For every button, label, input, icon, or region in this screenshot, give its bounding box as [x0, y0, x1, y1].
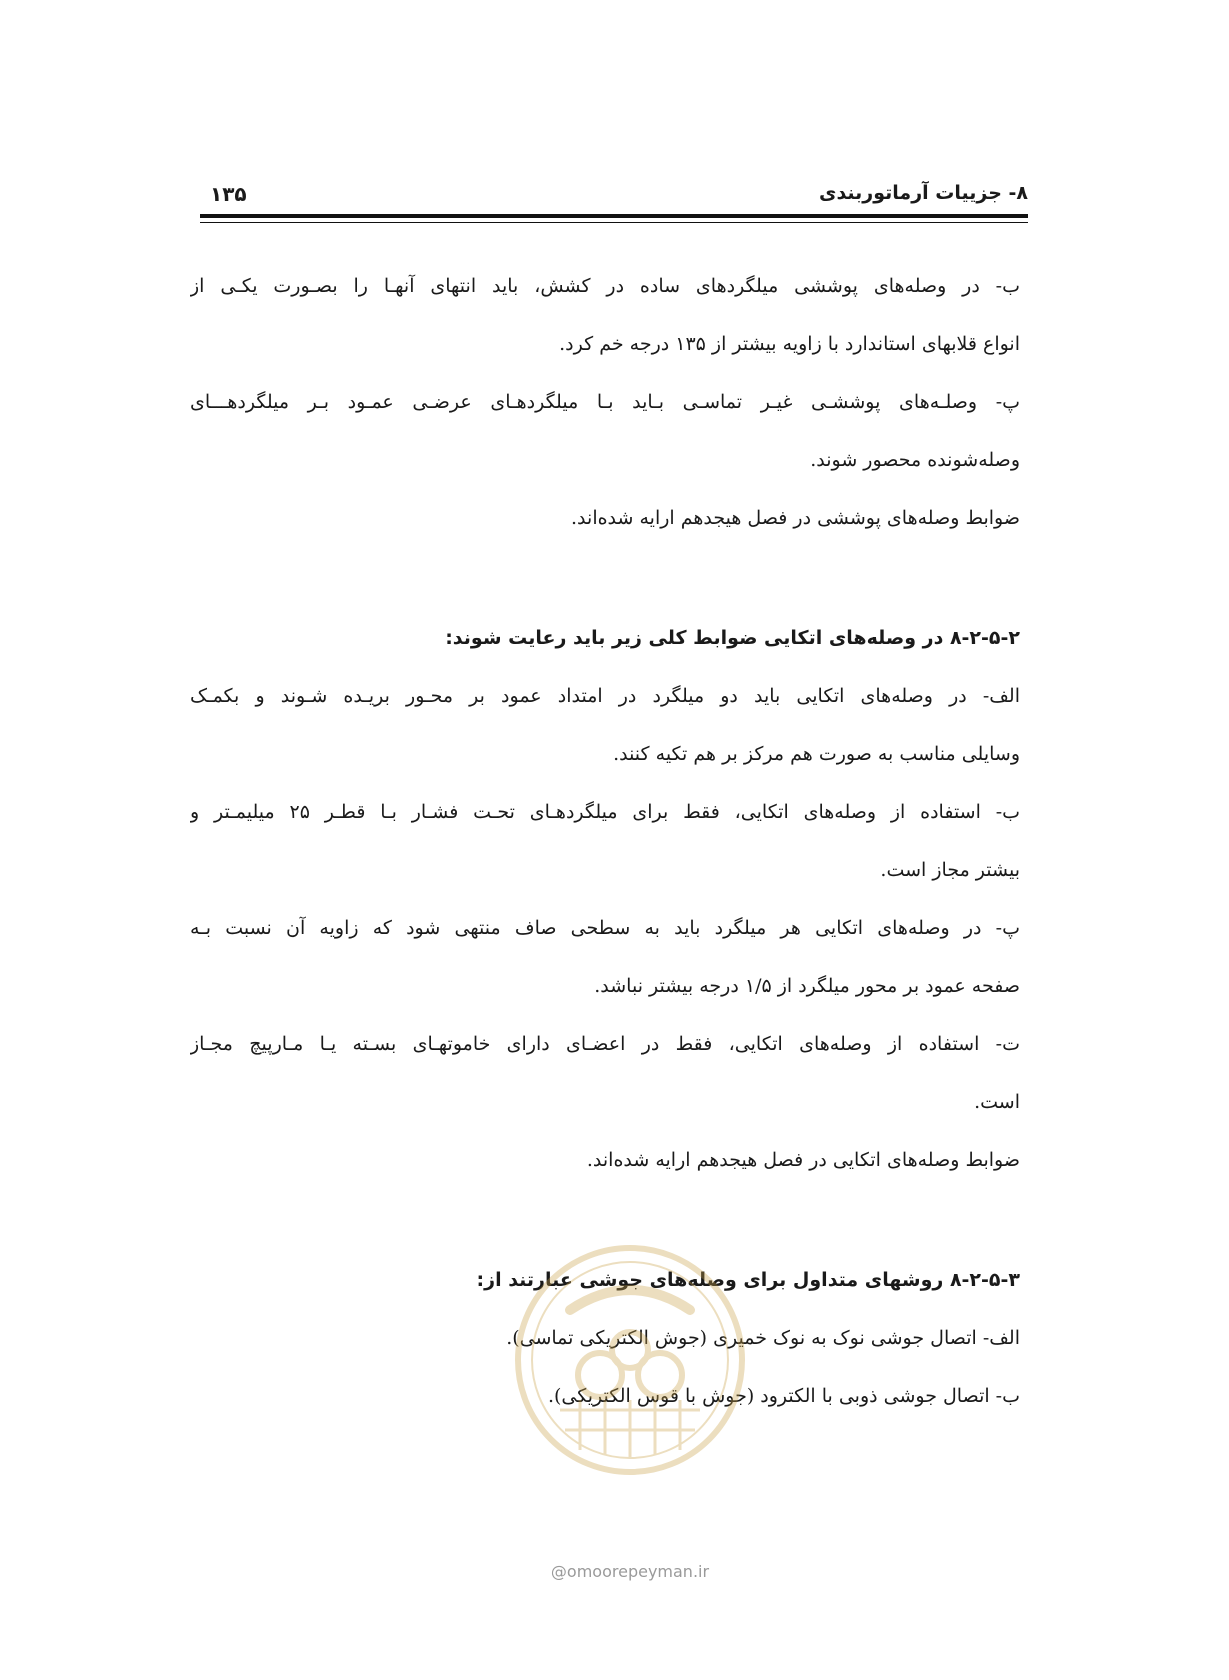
- paragraph-line: صفحه عمود بر محور میلگرد از ۱/۵ درجه بیشتر نباشد.: [594, 975, 1020, 997]
- paragraph-line: الف- اتصال جوشی نوک به نوک خمیری (جوش الکتریکی تماسی).: [506, 1327, 1020, 1349]
- page-header: [200, 182, 1028, 212]
- paragraph-line: ضوابط وصله‌های پوششی در فصل هیجدهم ارایه شده‌اند.: [571, 507, 1020, 529]
- section-heading-8-2-5-3: ۸-۲-۵-۳ روشهای متداول برای وصله‌های جوشی عبارتند از:: [476, 1269, 1020, 1291]
- paragraph-line: وصله‌شونده محصور شوند.: [810, 449, 1020, 471]
- paragraph-line: ب- استفاده از وصله‌های اتکایی، فقط برای میلگردهـای تحـت فشـار بـا قطـر ۲۵ میلیمـتر و: [190, 801, 1020, 823]
- paragraph-line: ب- اتصال جوشی ذوبی با الکترود (جوش با قوس الکتریکی).: [547, 1385, 1020, 1407]
- section-heading-8-2-5-2: ۸-۲-۵-۲ در وصله‌های اتکایی ضوابط کلی زیر باید رعایت شوند:: [445, 627, 1020, 649]
- paragraph-line: انواع قلابهای استاندارد با زاویه بیشتر از ۱۳۵ درجه خم کرد.: [559, 333, 1020, 355]
- paragraph-line: پ- در وصله‌های اتکایی هر میلگرد باید به سطحی صاف منتهی شود که زاویه آن نسبت بـه: [190, 917, 1020, 939]
- paragraph-line: است.: [974, 1091, 1020, 1113]
- paragraph-line: بیشتر مجاز است.: [880, 859, 1020, 881]
- spacer: [190, 562, 1020, 624]
- paragraph-line: پ- وصلـه‌های پوششـی غیـر تماسـی بـاید بـا میلگردهـای عرضـی عمـود بـر میلگردهـــای: [190, 391, 1020, 413]
- paragraph-line: وسایلی مناسب به صورت هم مرکز بر هم تکیه کنند.: [613, 743, 1020, 765]
- page-number: ۱۳۵: [210, 182, 247, 206]
- header-rule-thick: [200, 214, 1028, 218]
- paragraph-line: الف- در وصله‌های اتکایی باید دو میلگرد در امتداد عمود بر محـور بریـده شـوند و بکمـک: [190, 685, 1020, 707]
- header-rule-thin: [200, 222, 1028, 223]
- watermark-site: @omoorepeyman.ir: [550, 1562, 710, 1581]
- watermark-seal-icon: [510, 1240, 750, 1480]
- paragraph-line: ت- استفاده از وصله‌های اتکایی، فقط در اعضـای دارای خاموتهـای بسـته یـا مـارپیچ مجـاز: [190, 1033, 1020, 1055]
- paragraph-line: ضوابط وصله‌های اتکایی در فصل هیجدهم ارایه شده‌اند.: [586, 1149, 1020, 1171]
- chapter-title: ۸- جزییات آرماتوربندی: [819, 182, 1028, 204]
- paragraph-line: ب- در وصله‌های پوششی میلگردهای ساده در کشش، باید انتهای آنهـا را بصـورت یکـی از: [190, 275, 1020, 297]
